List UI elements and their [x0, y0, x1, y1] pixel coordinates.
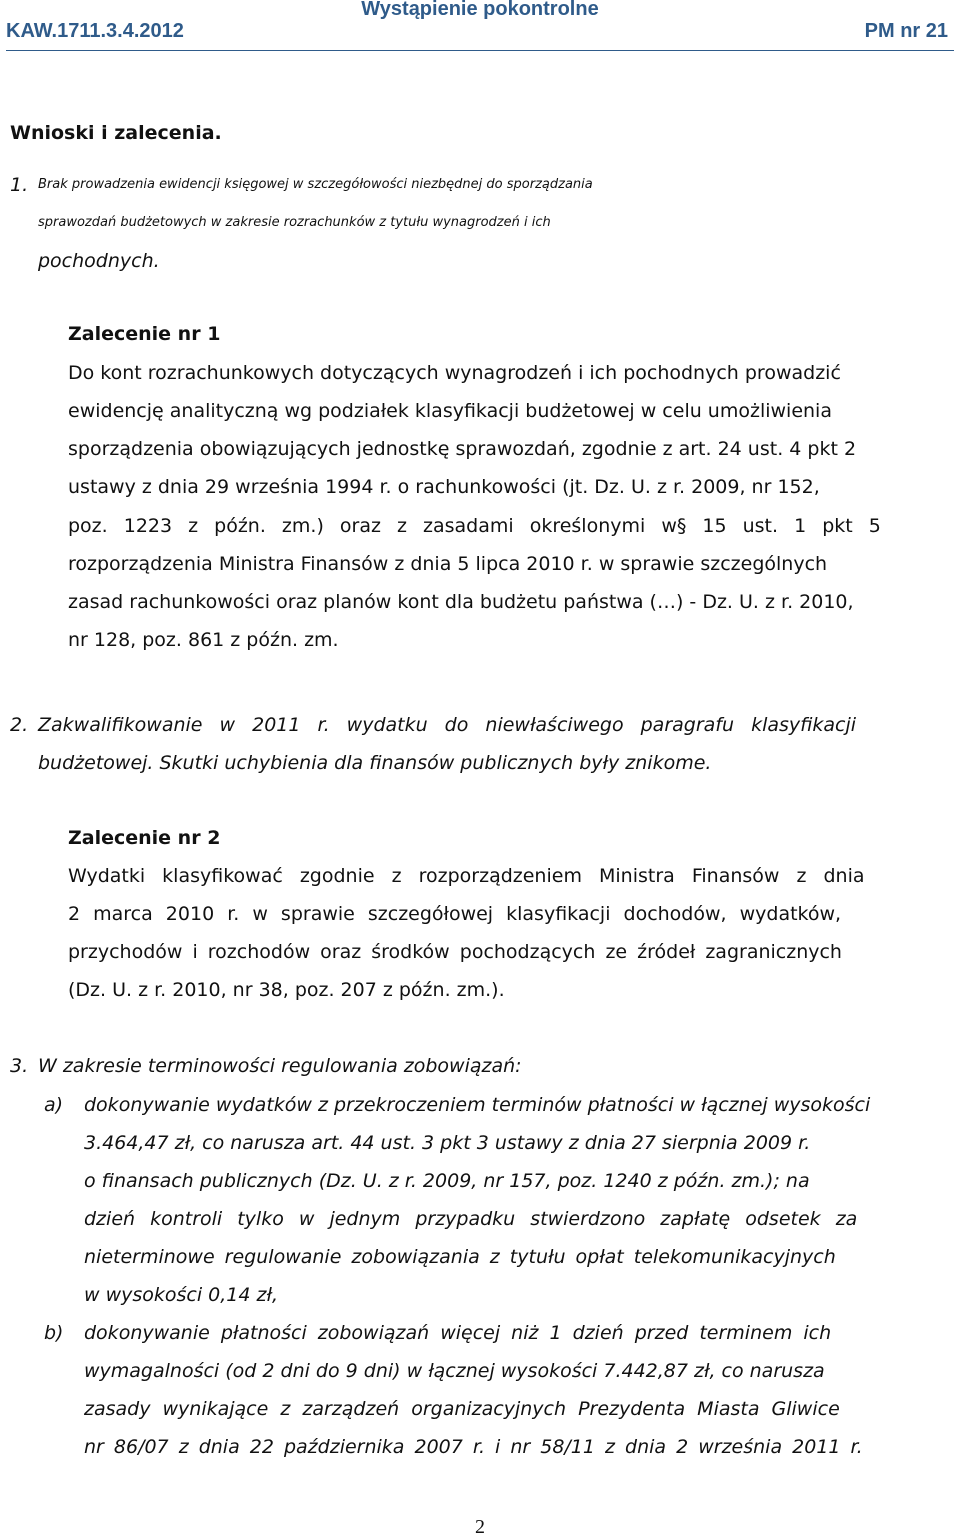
recommendation-2-line-1: Wydatki klasyfikować zgodnie z rozporządzeniem Ministra Finansów z dnia: [68, 865, 865, 887]
recommendation-2-line-3: przychodów i rozchodów oraz środków pochodzących ze źródeł zagranicznych: [68, 941, 842, 963]
recommendation-1-line-5: poz. 1223 z późn. zm.) oraz z zasadami określonymi w§ 15 ust. 1 pkt 5: [68, 515, 881, 537]
item3b-line-2: wymagalności (od 2 dni do 9 dni) w łącznej wysokości 7.442,87 zł, co narusza: [84, 1360, 825, 1382]
item3b-line-4: nr 86/07 z dnia 22 października 2007 r. i nr 58/11 z dnia 2 września 2011 r.: [84, 1436, 863, 1458]
item3b-line-1: dokonywanie płatności zobowiązań więcej niż 1 dzień przed terminem ich: [84, 1322, 832, 1344]
item3a-line-4: dzień kontroli tylko w jednym przypadku stwierdzono zapłatę odsetek za: [84, 1208, 858, 1230]
item1-line-1: Brak prowadzenia ewidencji księgowej w szczegółowości niezbędnej do sporządzania: [38, 177, 593, 192]
page-header: [0, 0, 960, 48]
recommendation-2-title: Zalecenie nr 2: [68, 827, 221, 849]
recommendation-1-line-2: ewidencję analityczną wg podziałek klasyfikacji budżetowej w celu umożliwienia: [68, 400, 832, 422]
item3a-line-6: w wysokości 0,14 zł,: [84, 1284, 278, 1306]
item3a-line-1: dokonywanie wydatków z przekroczeniem terminów płatności w łącznej wysokości: [84, 1094, 871, 1116]
recommendation-2-line-4: (Dz. U. z r. 2010, nr 38, poz. 207 z późn. zm.).: [68, 979, 505, 1001]
recommendation-2-line-2: 2 marca 2010 r. w sprawie szczegółowej klasyfikacji dochodów, wydatków,: [68, 903, 842, 925]
item3-number: 3.: [10, 1055, 29, 1077]
header-rule: [6, 50, 954, 51]
header-pm-number: PM nr 21: [864, 20, 948, 42]
item2-line-2: budżetowej. Skutki uchybienia dla finansów publicznych były znikome.: [38, 752, 712, 774]
item1-number: 1.: [10, 174, 29, 196]
section-title: Wnioski i zalecenia.: [10, 122, 222, 144]
recommendation-1-line-7: zasad rachunkowości oraz planów kont dla budżetu państwa (…) - Dz. U. z r. 2010,: [68, 591, 854, 613]
header-document-code: KAW.1711.3.4.2012: [6, 20, 184, 42]
item1-line-3: pochodnych.: [38, 250, 160, 272]
item3-title: W zakresie terminowości regulowania zobowiązań:: [38, 1055, 522, 1077]
header-title: Wystąpienie pokontrolne: [361, 0, 599, 20]
item1-line-2: sprawozdań budżetowych w zakresie rozrachunków z tytułu wynagrodzeń i ich: [38, 215, 551, 230]
item3a-line-5: nieterminowe regulowanie zobowiązania z tytułu opłat telekomunikacyjnych: [84, 1246, 836, 1268]
item3b-line-3: zasady wynikające z zarządzeń organizacyjnych Prezydenta Miasta Gliwice: [84, 1398, 840, 1420]
recommendation-1-line-3: sporządzenia obowiązujących jednostkę sprawozdań, zgodnie z art. 24 ust. 4 pkt 2: [68, 438, 857, 460]
item3a-line-2: 3.464,47 zł, co narusza art. 44 ust. 3 pkt 3 ustawy z dnia 27 sierpnia 2009 r.: [84, 1132, 811, 1154]
item2-line-1: Zakwalifikowanie w 2011 r. wydatku do niewłaściwego paragrafu klasyfikacji: [38, 714, 857, 736]
recommendation-1-line-4: ustawy z dnia 29 września 1994 r. o rachunkowości (jt. Dz. U. z r. 2009, nr 152,: [68, 476, 820, 498]
recommendation-1-line-8: nr 128, poz. 861 z późn. zm.: [68, 629, 339, 651]
item3b-label: b): [44, 1322, 64, 1344]
page-number: 2: [475, 1516, 485, 1538]
item3a-line-3: o finansach publicznych (Dz. U. z r. 2009, nr 157, poz. 1240 z późn. zm.); na: [84, 1170, 810, 1192]
recommendation-1-title: Zalecenie nr 1: [68, 323, 221, 345]
recommendation-1-line-1: Do kont rozrachunkowych dotyczących wynagrodzeń i ich pochodnych prowadzić: [68, 362, 841, 384]
item3a-label: a): [44, 1094, 64, 1116]
item2-number: 2.: [10, 714, 29, 736]
recommendation-1-line-6: rozporządzenia Ministra Finansów z dnia 5 lipca 2010 r. w sprawie szczególnych: [68, 553, 828, 575]
